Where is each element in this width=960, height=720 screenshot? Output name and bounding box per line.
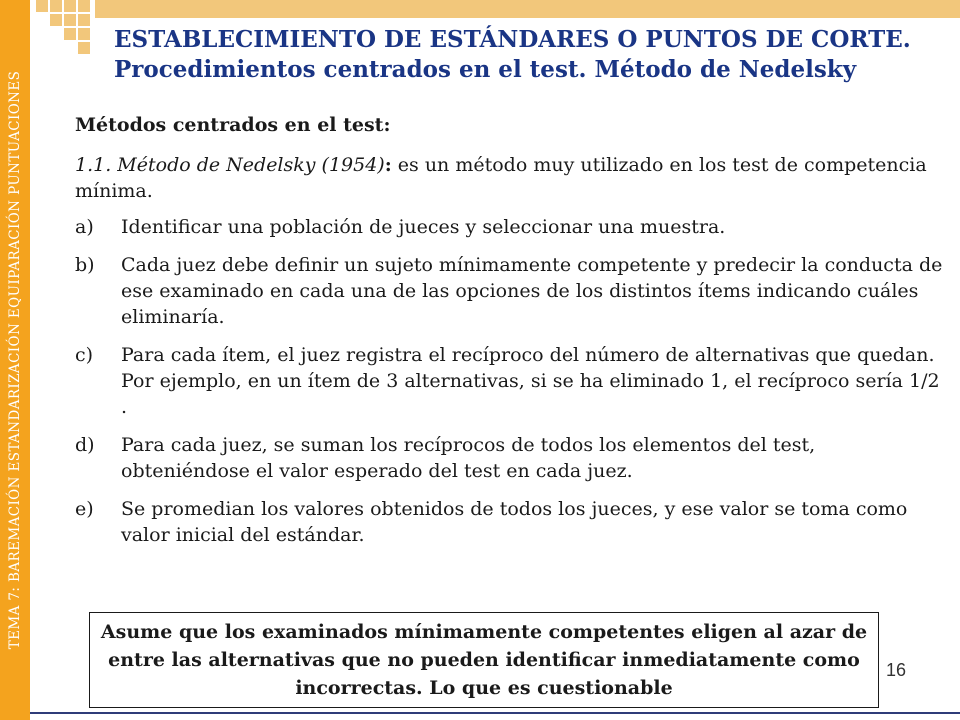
bottom-rule bbox=[30, 712, 960, 714]
list-text: Para cada ítem, el juez registra el recíproco del número de alternativas que quedan. Por ejemplo, en un ítem de 3 alternativas, si se ha eliminado 1, el recíproco sería 1/2 . bbox=[121, 344, 940, 418]
intro-colon: : bbox=[384, 154, 392, 176]
decorative-squares bbox=[36, 0, 90, 54]
list-item-c bbox=[75, 342, 945, 420]
intro-paragraph bbox=[75, 152, 945, 204]
sidebar bbox=[0, 0, 30, 720]
list-item-e bbox=[75, 496, 945, 548]
list-text: Cada juez debe definir un sujeto mínimamente competente y predecir la conducta de ese examinado en cada una de las opciones de los distintos ítems indicando cuáles eliminaría. bbox=[121, 254, 943, 328]
callout-text: Asume que los examinados mínimamente competentes eligen al azar de entre las alternativas que no pueden identificar inmediatamente como incorrectas. Lo que es cuestionable bbox=[100, 621, 868, 699]
list-item-a bbox=[75, 214, 945, 240]
list-marker: d) bbox=[75, 434, 95, 456]
intro-text: es un método muy utilizado en los test de competencia mínima. bbox=[75, 154, 927, 202]
list-marker: a) bbox=[75, 216, 94, 238]
list-text: Se promedian los valores obtenidos de todos los jueces, y ese valor se toma como valor inicial del estándar. bbox=[121, 498, 908, 546]
intro-italic: 1.1. Método de Nedelsky (1954) bbox=[75, 154, 385, 176]
section-heading: Métodos centrados en el test: bbox=[75, 114, 391, 136]
list-text: Para cada juez, se suman los recíprocos de todos los elementos del test, obteniéndose el valor esperado del test en cada juez. bbox=[121, 434, 816, 482]
title-line-2: Procedimientos centrados en el test. Método de Nedelsky bbox=[114, 56, 857, 83]
list-text: Identificar una población de jueces y seleccionar una muestra. bbox=[121, 216, 726, 238]
list-marker: b) bbox=[75, 254, 95, 276]
list-item-d bbox=[75, 432, 945, 484]
list-item-b bbox=[75, 252, 945, 330]
list-marker: e) bbox=[75, 498, 94, 520]
slide-title bbox=[114, 25, 944, 85]
page-number: 16 bbox=[886, 660, 907, 680]
title-line-1: ESTABLECIMIENTO DE ESTÁNDARES O PUNTOS DE CORTE. bbox=[114, 26, 911, 53]
list-marker: c) bbox=[75, 344, 94, 366]
slide-content bbox=[75, 112, 945, 560]
callout-box bbox=[89, 612, 879, 708]
sidebar-label: TEMA 7: BAREMACIÓN ESTANDARIZACIÓN EQUIPARACIÓN PUNTUACIONES bbox=[7, 70, 23, 650]
top-accent-bar bbox=[95, 0, 960, 18]
